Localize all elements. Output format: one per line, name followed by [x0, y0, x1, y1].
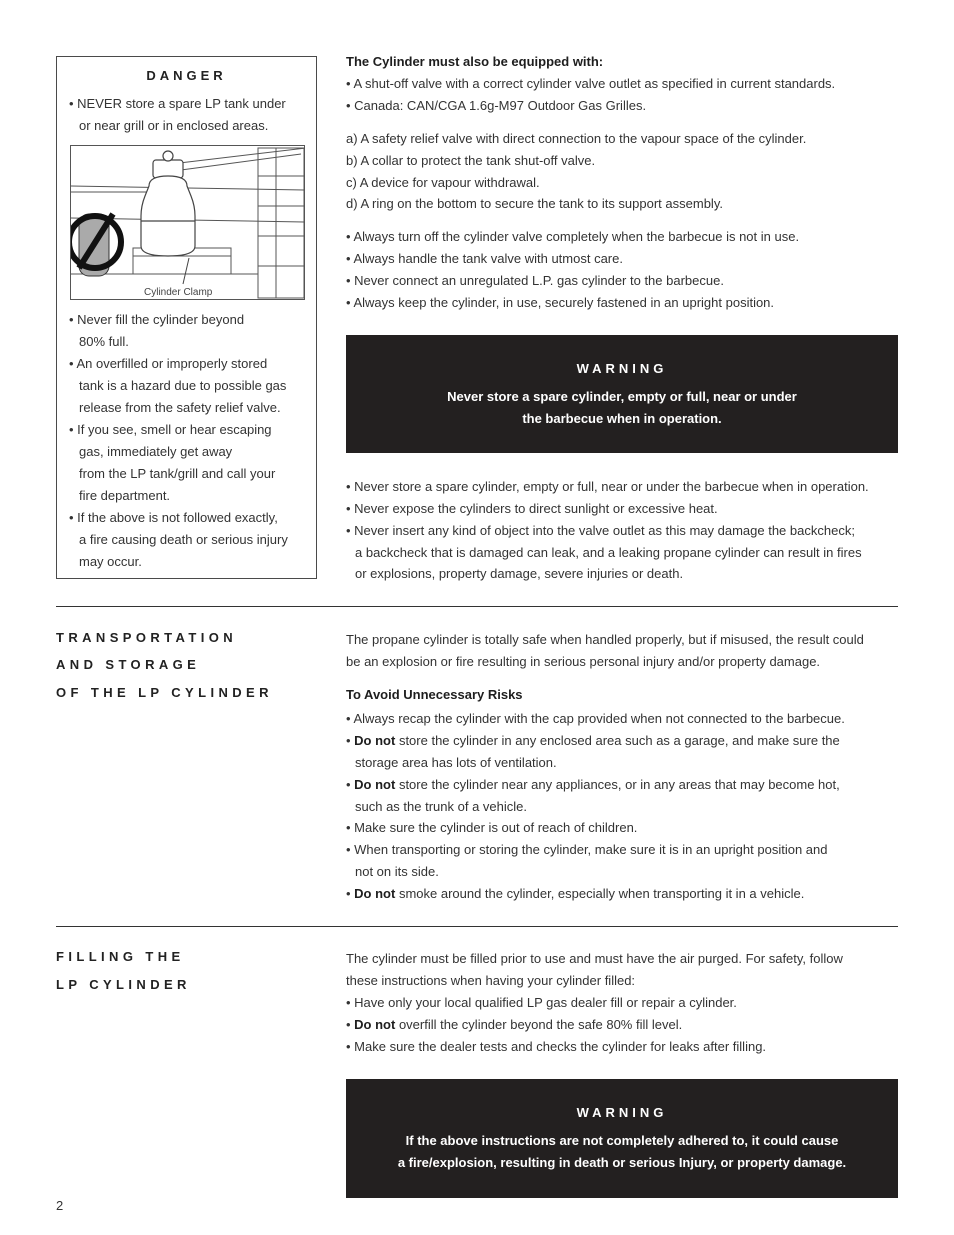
- filling-title-line: FILLING THE: [56, 949, 185, 964]
- warning-title: WARNING: [576, 1105, 668, 1120]
- danger-bullet: fire department.: [79, 488, 171, 503]
- cylinder-illustration: [70, 145, 305, 300]
- danger-bullet: 80% full.: [79, 334, 129, 349]
- equipment-lettered-item: d) A ring on the bottom to secure the tank to its support assembly.: [346, 196, 723, 211]
- filling-title-line: LP CYLINDER: [56, 977, 191, 992]
- always-item: • Always turn off the cylinder valve completely when the barbecue is not in use.: [346, 229, 800, 244]
- risk-text: store the cylinder near any appliances, or in any areas that may become hot,: [395, 777, 840, 792]
- danger-bullet: • An overfilled or improperly stored: [69, 356, 268, 371]
- section-divider: [56, 606, 898, 607]
- never-item: or explosions, property damage, severe injuries or death.: [355, 566, 684, 581]
- do-not-label: Do not: [354, 1017, 396, 1032]
- do-not-label: Do not: [354, 886, 396, 901]
- danger-bullet: • If you see, smell or hear escaping: [69, 422, 272, 437]
- equipment-lettered-item: b) A collar to protect the tank shut-off valve.: [346, 153, 596, 168]
- transport-subheading: To Avoid Unnecessary Risks: [346, 687, 523, 702]
- risk-item: such as the trunk of a vehicle.: [355, 799, 527, 814]
- risk-item: • Do not store the cylinder near any appliances, or in any areas that may become hot,: [346, 777, 840, 792]
- warning-text: the barbecue when in operation.: [522, 411, 722, 426]
- warning-text: If the above instructions are not completely adhered to, it could cause: [405, 1133, 839, 1148]
- warning-title: WARNING: [576, 361, 668, 376]
- danger-intro-line: • NEVER store a spare LP tank under: [69, 96, 286, 111]
- warning-box: [346, 335, 898, 453]
- grill-tank-drawing: [71, 146, 305, 300]
- equipment-lettered-item: a) A safety relief valve with direct connection to the vapour space of the cylinder.: [346, 131, 807, 146]
- danger-bullet: • Never fill the cylinder beyond: [69, 312, 245, 327]
- risk-item: storage area has lots of ventilation.: [355, 755, 557, 770]
- danger-title: DANGER: [146, 68, 227, 83]
- transport-title-line: TRANSPORTATION: [56, 630, 237, 645]
- risk-item: • When transporting or storing the cylinder, make sure it is in an upright position and: [346, 842, 828, 857]
- risk-text: smoke around the cylinder, especially when transporting it in a vehicle.: [395, 886, 805, 901]
- do-not-label: Do not: [354, 733, 396, 748]
- danger-bullet: tank is a hazard due to possible gas: [79, 378, 287, 393]
- page-number: 2: [56, 1198, 64, 1213]
- risk-item: • Do not smoke around the cylinder, especially when transporting it in a vehicle.: [346, 886, 805, 901]
- risk-item: • Do not store the cylinder in any enclosed area such as a garage, and make sure the: [346, 733, 840, 748]
- filling-item: • Do not overfill the cylinder beyond the safe 80% fill level.: [346, 1017, 683, 1032]
- danger-intro-line: or near grill or in enclosed areas.: [79, 118, 269, 133]
- cylinder-clamp-caption: Cylinder Clamp: [144, 287, 213, 298]
- always-item: • Always keep the cylinder, in use, securely fastened in an upright position.: [346, 295, 775, 310]
- equipment-heading: The Cylinder must also be equipped with:: [346, 54, 604, 69]
- filling-text: overfill the cylinder beyond the safe 80% fill level.: [395, 1017, 683, 1032]
- transport-intro: The propane cylinder is totally safe when handled properly, but if misused, the result could: [346, 632, 864, 647]
- danger-bullet: from the LP tank/grill and call your: [79, 466, 276, 481]
- never-item: • Never insert any kind of object into the valve outlet as this may damage the backcheck;: [346, 523, 855, 538]
- risk-text: store the cylinder in any enclosed area such as a garage, and make sure the: [395, 733, 840, 748]
- never-item: • Never expose the cylinders to direct sunlight or excessive heat.: [346, 501, 718, 516]
- danger-bullet: release from the safety relief valve.: [79, 400, 281, 415]
- danger-bullet: a fire causing death or serious injury: [79, 532, 288, 547]
- equipment-bullet: • Canada: CAN/CGA 1.6g-M97 Outdoor Gas Grilles.: [346, 98, 647, 113]
- filling-intro: these instructions when having your cylinder filled:: [346, 973, 636, 988]
- always-item: • Never connect an unregulated L.P. gas cylinder to the barbecue.: [346, 273, 724, 288]
- do-not-label: Do not: [354, 777, 396, 792]
- transport-title-line: OF THE LP CYLINDER: [56, 685, 273, 700]
- filling-item: • Make sure the dealer tests and checks the cylinder for leaks after filling.: [346, 1039, 767, 1054]
- danger-bullet: may occur.: [79, 554, 142, 569]
- risk-item: not on its side.: [355, 864, 439, 879]
- equipment-lettered-item: c) A device for vapour withdrawal.: [346, 175, 540, 190]
- equipment-bullet: • A shut-off valve with a correct cylinder valve outlet as specified in current standards.: [346, 76, 836, 91]
- never-item: a backcheck that is damaged can leak, and a leaking propane cylinder can result in fires: [355, 545, 862, 560]
- warning-text: Never store a spare cylinder, empty or full, near or under: [447, 389, 797, 404]
- never-item: • Never store a spare cylinder, empty or full, near or under the barbecue when in operation.: [346, 479, 869, 494]
- danger-box: [56, 56, 317, 579]
- section-divider: [56, 926, 898, 927]
- risk-item: • Always recap the cylinder with the cap provided when not connected to the barbecue.: [346, 711, 845, 726]
- danger-bullet: gas, immediately get away: [79, 444, 233, 459]
- risk-item: • Make sure the cylinder is out of reach of children.: [346, 820, 638, 835]
- warning-text: a fire/explosion, resulting in death or serious Injury, or property damage.: [397, 1155, 847, 1170]
- filling-item: • Have only your local qualified LP gas dealer fill or repair a cylinder.: [346, 995, 737, 1010]
- transport-intro: be an explosion or fire resulting in serious personal injury and/or property damage.: [346, 654, 821, 669]
- always-item: • Always handle the tank valve with utmost care.: [346, 251, 623, 266]
- danger-bullet: • If the above is not followed exactly,: [69, 510, 278, 525]
- filling-intro: The cylinder must be filled prior to use and must have the air purged. For safety, follow: [346, 951, 843, 966]
- transport-title-line: AND STORAGE: [56, 657, 201, 672]
- warning-box: [346, 1079, 898, 1198]
